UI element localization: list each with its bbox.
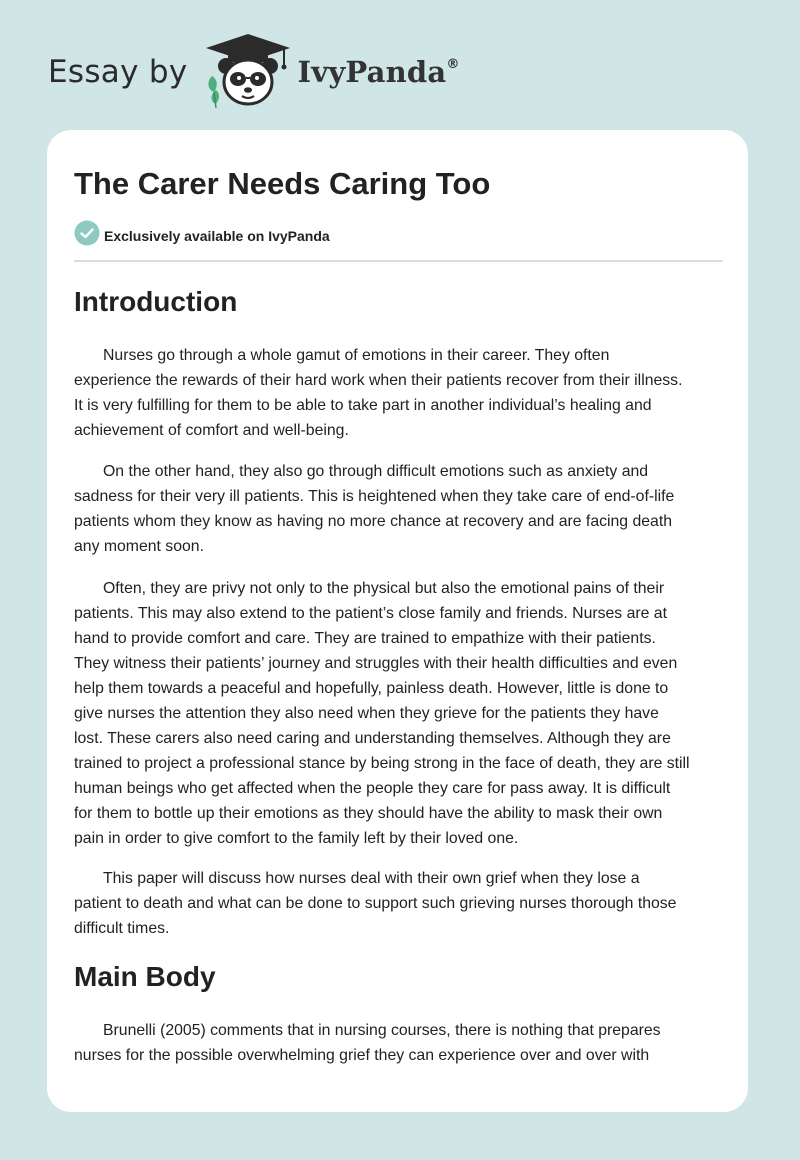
section-heading: Introduction xyxy=(74,286,238,317)
ivypanda-logo[interactable] xyxy=(204,32,460,113)
paragraph-line: patient to death and what can be done to support such grieving nurses thorough those xyxy=(74,895,677,912)
badge-label: Exclusively available on IvyPanda xyxy=(104,227,330,244)
paragraph-line: Nurses go through a whole gamut of emotions in their career. They often xyxy=(103,347,610,364)
paragraph-line: On the other hand, they also go through difficult emotions such as anxiety and xyxy=(103,463,649,480)
site-header xyxy=(48,34,548,110)
paragraph-line: experience the rewards of their hard work when their patients recover from their illness. xyxy=(74,372,683,389)
brand-name: IvyPanda® xyxy=(297,55,460,89)
paragraph-line: This paper will discuss how nurses deal with their own grief when they lose a xyxy=(103,870,640,887)
check-circle-icon xyxy=(74,220,100,251)
paragraph-line: Often, they are privy not only to the physical but also the emotional pains of their xyxy=(103,580,665,597)
body-paragraph xyxy=(74,576,723,851)
registered-mark: ® xyxy=(446,57,460,72)
essay-by-label: Essay by xyxy=(48,54,188,90)
body-paragraph xyxy=(74,343,723,443)
paragraph-line: for them to bottle up their emotions as they should have the ability to mask their own xyxy=(74,805,663,822)
paragraph-line: pain in order to give comfort to the family left by their loved one. xyxy=(74,830,519,847)
paragraph-line: help them towards a peaceful and hopefully, painless death. However, little is done to xyxy=(74,680,669,697)
exclusive-badge xyxy=(74,220,330,251)
paragraph-line: hand to provide comfort and care. They are trained to empathize with their patients. xyxy=(74,630,656,647)
paragraph-line: achievement of comfort and well-being. xyxy=(74,422,349,439)
body-paragraph xyxy=(74,866,723,941)
paragraph-line: Brunelli (2005) comments that in nursing courses, there is nothing that prepares xyxy=(103,1022,661,1039)
paragraph-line: trained to project a professional stance by being strong in the face of death, they are still xyxy=(74,755,690,772)
paragraph-line: give nurses the attention they also need when they grieve for the patients they have xyxy=(74,705,659,722)
paragraph-line: It is very fulfilling for them to be able to take part in another individual’s healing and xyxy=(74,397,652,414)
paragraph-line: human beings who get affected when the people they care for pass away. It is difficult xyxy=(74,780,671,797)
paragraph-line: nurses for the possible overwhelming grief they can experience over and over with xyxy=(74,1047,650,1064)
title-divider xyxy=(74,260,723,262)
paragraph-line: lost. These carers also need caring and understanding themselves. Although they are xyxy=(74,730,671,747)
body-paragraph xyxy=(74,459,723,559)
paragraph-line: sadness for their very ill patients. This is heightened when they take care of end-of-life xyxy=(74,488,675,505)
paragraph-line: patients. This may also extend to the patient’s close family and friends. Nurses are at xyxy=(74,605,667,622)
paragraph-line: patients whom they know as having no more chance at recovery and are facing death xyxy=(74,513,672,530)
paragraph-line: any moment soon. xyxy=(74,538,204,555)
paragraph-line: difficult times. xyxy=(74,920,170,937)
body-paragraph xyxy=(74,1018,723,1068)
essay-card xyxy=(47,130,748,1112)
paragraph-line: They witness their patients’ journey and struggles with their health difficulties and even xyxy=(74,655,678,672)
panda-graduate-icon xyxy=(204,32,292,113)
essay-title: The Carer Needs Caring Too xyxy=(74,166,491,201)
section-heading: Main Body xyxy=(74,961,216,992)
